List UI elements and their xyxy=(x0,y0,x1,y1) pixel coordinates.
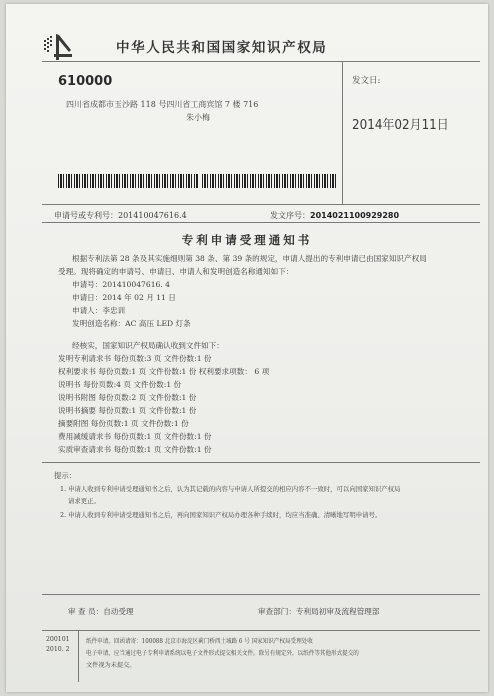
intro-paragraph-line: 受理。现将确定的申请号、申请日、申请人和发明创造名称通知如下： xyxy=(58,267,294,276)
note-item: 1. 申请人收到专利申请受理通知书之后，认为其记载的内容与申请人所提交的相应内容不一致时，可以向国家知识产权局 xyxy=(60,485,401,493)
received-file-line: 权利要求书 每份页数:1 页 文件份数:1 份 权利要求项数： 6 项 xyxy=(58,367,270,376)
received-file-line: 说明书摘要 每份页数:1 页 文件份数:1 份 xyxy=(58,406,197,415)
divider xyxy=(42,594,480,595)
barcode xyxy=(202,174,338,188)
application-number-line: 申请号：201410047616. 4 xyxy=(72,280,171,289)
note-item: 2. 申请人收到专利申请受理通知书之后，再向国家知识产权局办理各种手续时，均应当准确、清晰地写明申请号。 xyxy=(60,511,382,519)
send-date-label: 发文日: xyxy=(352,76,381,86)
received-file-line: 发明专利请求书 每份页数:3 页 文件份数:1 份 xyxy=(58,354,212,363)
footer-line: 文件视为未提交。 xyxy=(86,662,136,669)
received-file-line: 实质审查请求书 每份页数:1 页 文件份数:1 份 xyxy=(58,445,212,454)
send-date-stamp: 2014年02月11日 xyxy=(352,118,449,133)
form-code: 200101 xyxy=(46,636,70,643)
files-intro: 经核实，国家知识产权局确认收到文件如下： xyxy=(72,341,224,350)
divider xyxy=(42,204,480,205)
document-serial-value: 2014021100929280 xyxy=(310,211,400,220)
examining-department: 审查部门：专利局初审及流程管理部 xyxy=(258,607,380,616)
footer-divider xyxy=(42,630,480,631)
issuing-authority-title: 中华人民共和国国家知识产权局 xyxy=(116,40,328,56)
applicant-line: 申请人：李忠训 xyxy=(72,306,126,315)
document-serial-label: 发文序号： xyxy=(270,211,310,220)
footer-line: 纸件申请，回函请寄：100088 北京市海淀区蓟门桥西土城路 6 号 国家知识产权局受理处收 xyxy=(86,638,313,645)
application-number-field xyxy=(54,210,187,221)
notes-label: 提示： xyxy=(54,471,77,480)
document-title: 专利申请受理通知书 xyxy=(181,233,313,247)
footer-line: 电子申请，应当通过电子专利申请系统以电子文件形式提交相关文件。除另有规定外，以纸件等其他形式提交的 xyxy=(86,650,359,657)
application-number-value: 201410047616.4 xyxy=(118,211,187,220)
note-item: 请求更正。 xyxy=(68,497,100,505)
intro-paragraph-line: 根据专利法第 28 条及其实施细则第 38 条、第 39 条的规定，申请人提出的专利申请已由国家知识产权局 xyxy=(72,254,427,263)
recipient-name: 朱小梅 xyxy=(186,113,210,122)
footer-column-divider xyxy=(78,630,79,682)
header-divider xyxy=(42,61,480,62)
postcode: 610000 xyxy=(58,74,113,89)
received-file-line: 说明书附图 每份页数:2 页 文件份数:1 份 xyxy=(58,393,197,402)
column-divider xyxy=(342,61,343,204)
invention-title-line: 发明创造名称：AC 高压 LED 灯条 xyxy=(72,319,191,328)
document-serial-field xyxy=(270,210,399,221)
form-version: 2010. 2 xyxy=(46,646,70,653)
divider xyxy=(42,222,480,223)
mailing-address: 四川省成都市玉沙路 118 号四川省工商宾馆 7 楼 716 xyxy=(66,100,259,109)
received-file-line: 说明书 每份页数:4 页 文件份数:1 份 xyxy=(58,380,182,389)
received-file-line: 费用减缓请求书 每份页数:1 页 文件份数:1 份 xyxy=(58,432,212,441)
barcode xyxy=(58,174,198,188)
application-number-label: 申请号或专利号： xyxy=(54,211,118,220)
filing-date-line: 申请日：2014 年 02 月 11 日 xyxy=(72,293,176,302)
examiner-signature: 审 查 员：自动受理 xyxy=(68,607,134,616)
sipo-logo-icon xyxy=(42,30,76,64)
received-file-line: 摘要附图 每份页数:1 页 文件份数:1 份 xyxy=(58,419,189,428)
divider xyxy=(42,462,480,463)
notice-document xyxy=(6,4,488,692)
